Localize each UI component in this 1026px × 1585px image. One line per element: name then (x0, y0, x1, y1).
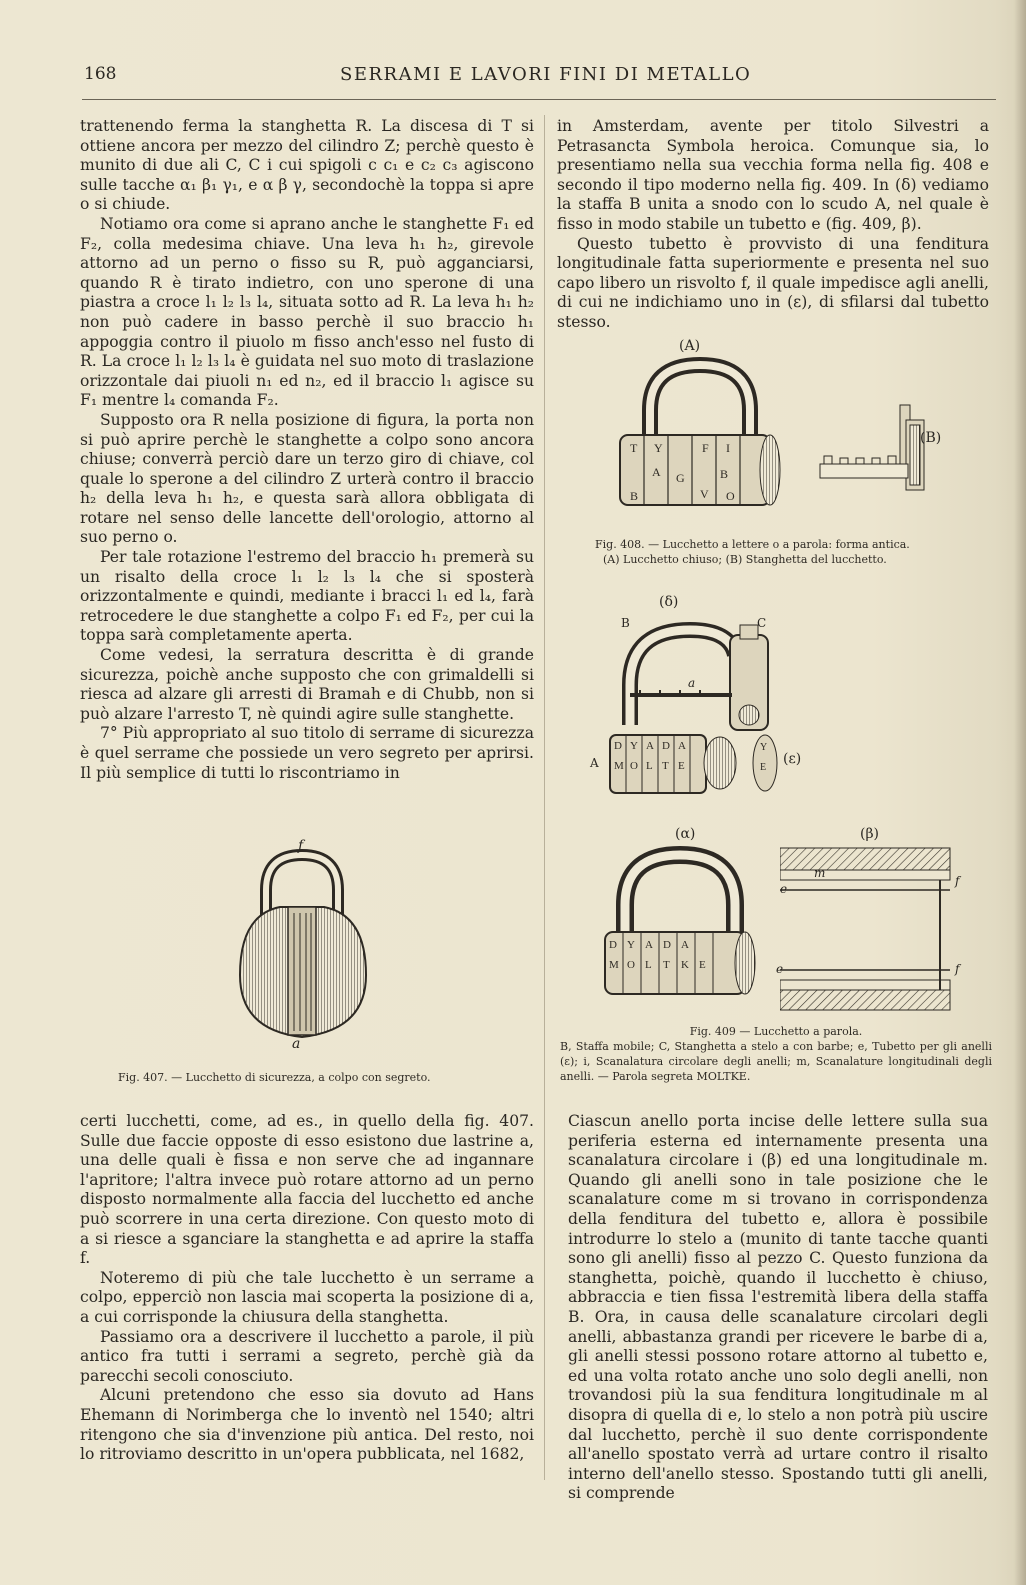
paragraph: trattenendo ferma la stanghetta R. La discesa di T si ottiene ancora per mezzo del cilindro Z; perchè questo è munito di due ali C, C i cui spigoli c c₁ e c₂ c₃ agiscono sulle tacche α₁ β₁ γ₁, e α β γ, secondochè la toppa si apre o si chiude. (80, 117, 534, 214)
ring-letter: M (609, 959, 619, 971)
fig-409-label-e-bottom: e (776, 962, 784, 976)
fig-409-label-c: C (757, 616, 767, 630)
ring-letter: A (646, 740, 654, 752)
fig-409-label-b: B (621, 616, 630, 630)
ring-letter: B (630, 489, 639, 503)
ring-letter: L (645, 959, 652, 971)
fig-407-caption: Fig. 407. — Lucchetto di sicurezza, a colpo con segreto. (118, 1071, 431, 1084)
ring-letter: B (720, 467, 729, 481)
ring-letter: Y (627, 939, 635, 951)
ring-letter: A (652, 465, 661, 479)
ring-letter: O (630, 760, 638, 772)
ring-letter: V (700, 487, 709, 501)
fig-409-alpha-drawing (595, 840, 775, 1020)
fig-409-label-a-stem: a (688, 676, 696, 690)
ring-letter: G (676, 471, 685, 485)
left-column-upper-text (80, 117, 534, 783)
fig-409-beta-section-drawing (780, 840, 965, 1020)
paragraph: certi lucchetti, come, ad es., in quello della fig. 407. Sulle due faccie opposte di esso esistono due lastrine a, una delle quali è fissa e non serve che ad ingannare l'apritore; l'altra invece può rotare attorno ad un perno disposto normalmente alla faccia del lucchetto ed anche può scorrere in una certa direzione. Con questo moto di a si riesce a sganciare la stanghetta e ad aprire la staffa f. (80, 1112, 534, 1268)
ring-letter: T (663, 959, 670, 971)
ring-letter: L (646, 760, 653, 772)
fig-409-label-f-bottom: f (955, 962, 960, 976)
ring-letter: K (681, 959, 689, 971)
fig-409-label-epsilon: (ε) (783, 751, 802, 767)
fig-409-label-alpha: (α) (675, 826, 696, 842)
left-column-lower-text (80, 1112, 534, 1465)
ring-letter: A (678, 740, 686, 752)
ring-letter: M (614, 760, 624, 772)
fig-408-letter-padlock-drawing (610, 340, 970, 530)
ring-letter: D (609, 939, 617, 951)
fig-407-label-a: a (292, 1036, 301, 1052)
paragraph: Notiamo ora come si aprano anche le stanghette F₁ ed F₂, colla medesima chiave. Una leva h₁ h₂, girevole attorno ad un perno o fisso su R, può agganciarsi, quando R è tirato indietro, con uno sperone di una piastra a croce l₁ l₂ l₃ l₄, situata sotto ad R. La leva h₁ h₂ non può cadere in basso perchè il suo braccio h₁ appoggia contro il piuolo m fisso anch'esso nel fusto di R. La croce l₁ l₂ l₃ l₄ è guidata nel suo moto di traslazione orizzontale dai piuoli n₁ ed n₂, ed il braccio l₁ agisce su F₁ mentre l₄ comanda F₂. (80, 214, 534, 410)
fig-408-label-a: (A) (679, 338, 701, 354)
caption-line: B, Staffa mobile; C, Stanghetta a stelo a con barbe; e, Tubetto per gli anelli (ε); i, Scanalatura circolare degli anelli; m, Scanalature longitudinali degli anelli. — Parola segreta MOLTKE. (560, 1040, 992, 1083)
fig-408-label-b: (B) (920, 430, 942, 446)
ring-letter: Y (654, 441, 663, 455)
paragraph: Questo tubetto è provvisto di una fenditura longitudinale fatta superiormente e presenta nel suo capo libero un risvolto f, il quale impedisce agli anelli, di cui ne indichiamo uno in (ε), di sfilarsi dal tubetto stesso. (557, 234, 989, 331)
paragraph: in Amsterdam, avente per titolo Silvestri a Petrasancta Symbola heroica. Comunque sia, lo presentiamo nella sua vecchia forma nella fig. 408 e secondo il tipo moderno nella fig. 409. In (δ) vediamo la staffa B unita a snodo con lo scudo A, nel quale è fisso in modo stabile un tubetto e (fig. 409, β). (557, 117, 989, 233)
header-rule (82, 99, 996, 100)
ring-letter: D (614, 740, 622, 752)
ring-letter: E (699, 959, 706, 971)
ring-letter: D (663, 939, 671, 951)
caption-line: Fig. 408. — Lucchetto a lettere o a parola: forma antica. (595, 538, 910, 551)
fig-409-label-e-top: e (780, 882, 788, 896)
page-number: 168 (84, 64, 117, 84)
fig-409-label-a-shield: A (590, 756, 599, 770)
fig-409-caption (560, 1024, 992, 1084)
ring-letter: A (681, 939, 689, 951)
running-title: SERRAMI E LAVORI FINI DI METALLO (340, 64, 752, 85)
ring-letter: T (662, 760, 669, 772)
paragraph: 7° Più appropriato al suo titolo di serrame di sicurezza è quel serrame che possiede un vero segreto per aprirsi. Il più semplice di tutti lo riscontriamo in (80, 724, 534, 782)
paragraph: Noteremo di più che tale lucchetto è un serrame a colpo, epperciò non lascia mai scoperta la posizione di a, a cui corrisponde la chiusura della stanghetta. (80, 1268, 534, 1326)
ring-letter: Y (760, 742, 768, 753)
ring-letter: O (726, 489, 735, 503)
paragraph: Passiamo ora a descrivere il lucchetto a parole, il più antico fra tutti i serrami a segreto, perchè già da parecchi secoli conosciuto. (80, 1327, 534, 1385)
paragraph: Per tale rotazione l'estremo del braccio h₁ premerà su un risalto della croce l₁ l₂ l₃ l₄ che si sposterà orizzontalmente e quindi, mediante i bracci l₁ ed l₄, farà retrocedere le due stanghette a colpo F₁ ed F₂, per cui la toppa sarà completamente aperta. (80, 548, 534, 645)
fig-407-padlock-drawing (210, 835, 410, 1060)
paragraph: Come vedesi, la serratura descritta è di grande sicurezza, poichè anche supposto che con grimaldelli si riesca ad alzare gli arresti di Bramah e di Chubb, non si può alzare l'arresto T, nè quindi agire sulle stanghette. (80, 646, 534, 723)
right-column-lower-text (568, 1112, 988, 1504)
ring-letter: E (760, 762, 767, 773)
ring-letter: I (726, 441, 730, 455)
fig-408-caption (595, 537, 995, 567)
fig-409-label-beta: (β) (860, 826, 880, 842)
ring-letter: E (678, 760, 685, 772)
caption-line: Fig. 409 — Lucchetto a parola. (689, 1025, 863, 1038)
fig-409-label-delta: (δ) (659, 594, 679, 610)
ring-letter: O (627, 959, 635, 971)
paragraph: Supposto ora R nella posizione di figura, la porta non si può aprire perchè le stanghette a colpo sono ancora chiuse; converrà perciò dare un terzo giro di chiave, col quale lo sperone a del cilindro Z urterà contro il braccio h₂ della leva h₁ h₂, e questa sarà allora obbligata di rotare nel senso delle lancette dell'orologio, attorno al suo perno o. (80, 410, 534, 547)
paragraph: Alcuni pretendono che esso sia dovuto ad Hans Ehemann di Norimberga che lo inventò nel 1540; altri ritengono che sia d'invenzione più antica. Del resto, noi lo ritroviamo descritto in un'opera pubblicata, nel 1682, (80, 1386, 534, 1464)
column-divider (544, 115, 545, 1480)
caption-line: (A) Lucchetto chiuso; (B) Stanghetta del lucchetto. (603, 553, 887, 566)
ring-letter: Y (630, 740, 638, 752)
paragraph: Ciascun anello porta incise delle lettere sulla sua periferia esterna ed internamente presenta una scanalatura circolare i (β) ed una longitudinale m. Quando gli anelli sono in tale posizione che le scanalature come m si trovano in corrispondenza della fenditura del tubetto e, allora è possibile introdurre lo stelo a (munito di tante tacche quanti sono gli anelli) fisso al pezzo C. Questo funziona da stanghetta, poichè, quando il lucchetto è chiuso, abbraccia e tien fissa l'estremità libera della staffa B. Ora, in causa delle scanalature circolari degli anelli, abbastanza grandi per ricevere le barbe di a, gli anelli stessi possono rotare attorno al tubetto e, ed una volta rotato anche uno solo degli anelli, non trovandosi più la sua fenditura longitudinale m al disopra di quella di e, lo stelo a non potrà più uscire dal lucchetto, perchè il suo dente corrispondente all'anello spostato verrà ad urtare contro il risalto interno dell'anello stesso. Spostando tutti gli anelli, si comprende (568, 1112, 988, 1503)
ring-letter: F (702, 441, 709, 455)
ring-letter: T (630, 441, 638, 455)
right-column-upper-text (557, 117, 989, 333)
ring-letter: D (662, 740, 670, 752)
ring-letter: A (645, 939, 653, 951)
fig-409-label-f-top: f (955, 874, 960, 888)
fig-409-label-m-top: m (814, 866, 826, 880)
fig-407-label-f: f (298, 838, 304, 854)
